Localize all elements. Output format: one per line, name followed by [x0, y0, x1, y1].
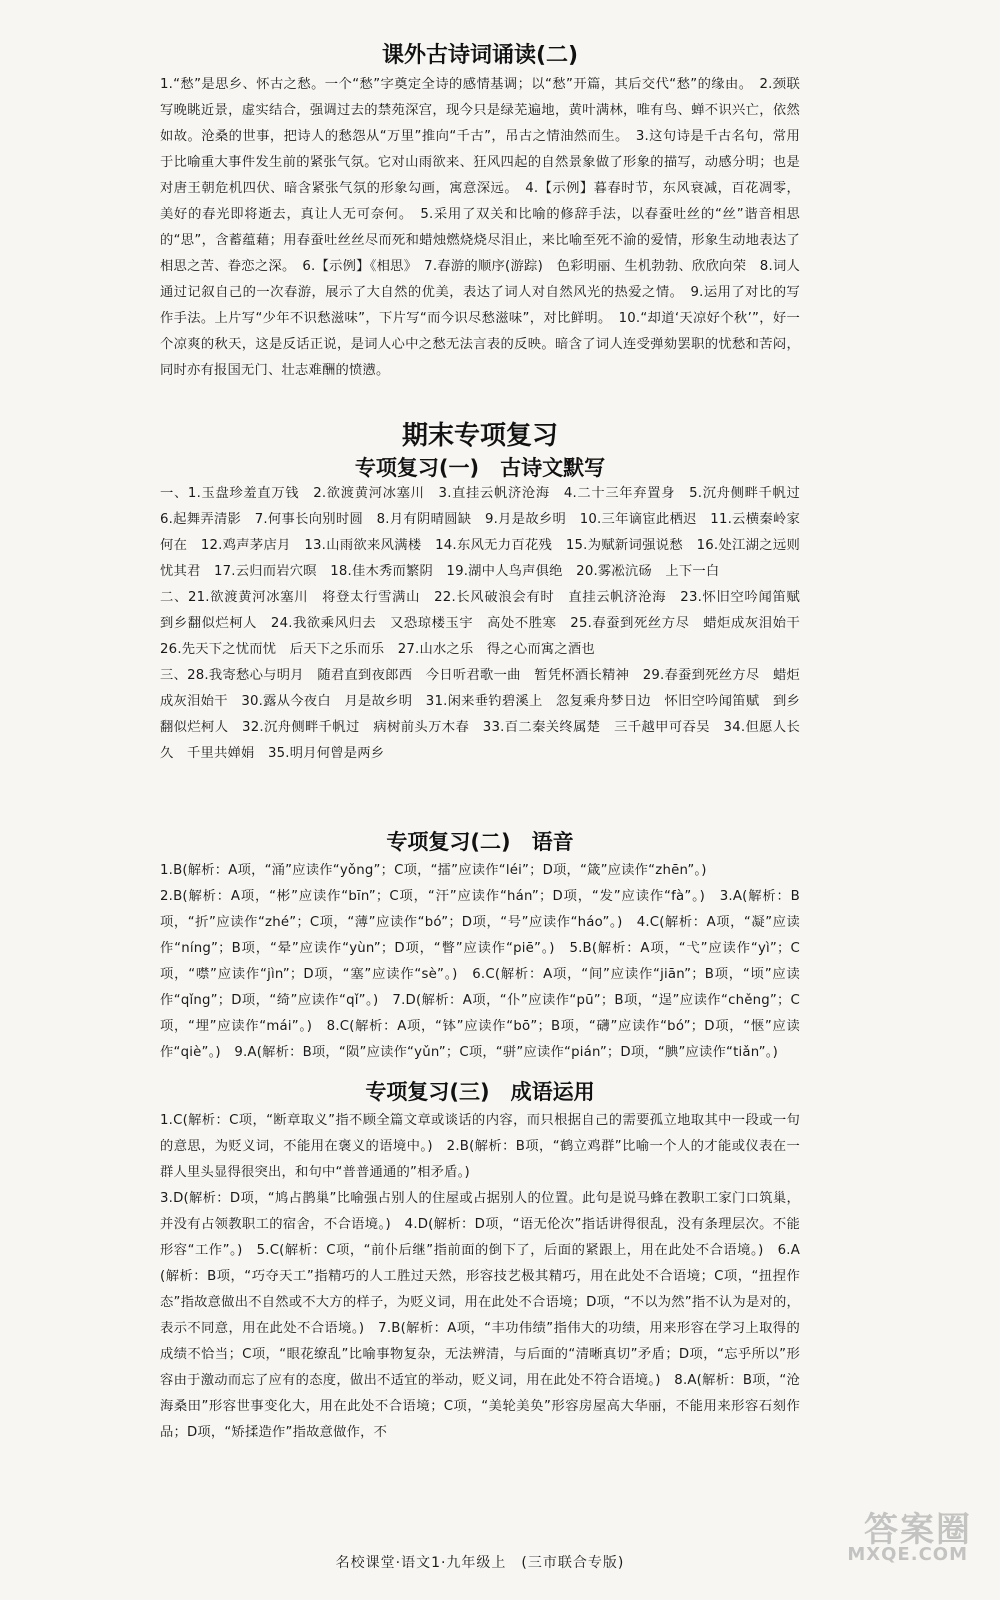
section-title-review-1: 专项复习(一) 古诗文默写 [354, 456, 606, 480]
section-title-review-3: 专项复习(三) 成语运用 [365, 1080, 595, 1104]
section-title-review-2: 专项复习(二) 语音 [386, 830, 574, 854]
section-body-review-3: 1.C(解析：C项，“断章取义”指不顾全篇文章或谈话的内容，而只根据自己的需要孤立地取其中一段或一句的意思，为贬义词，不能用在褒义的语境中。) 2.B(解析：B项，“鹤立鸡群”比喻一个人的才能或仪表在一群人里头显得很突出，和句中“普普通通的”相矛盾。) 3.D(解析：D项，“鸠占鹊巢”比喻强占别人的住屋或占据别人的位置。此句是说马蜂在教职工家门口筑巢，并没有占领教职工的宿舍，不合语境。) 4.D(解析：D项，“语无伦次”指话讲得很乱，没有条理层次。不能形容“工作”。) 5.C(解析：C项，“前仆后继”指前面的倒下了，后面的紧跟上，用在此处不合语境。) 6.A(解析：B项，“巧夺天工”指精巧的人工胜过天然，形容技艺极其精巧，用在此处不合语境；C项，“扭捏作态”指故意做出不自然或不大方的样子，为贬义词，用在此处不合语境；D项，“不以为然”指不认为是对的，表示不同意，用在此处不合语境。) 7.B(解析：A项，“丰功伟绩”指伟大的功绩，用来形容在学习上取得的成绩不恰当；C项，“眼花缭乱”比喻事物复杂，无法辨清，与后面的“清晰真切”矛盾；D项，“忘乎所以”形容由于激动而忘了应有的态度，做出不适宜的举动，贬义词，用在此处不符合语境。) 8.A(解析：B项，“沧海桑田”形容世事变化大，用在此处不合语境；C项，“美轮美奂”形容房屋高大华丽，不能用来形容石刻作品；D项，“矫揉造作”指故意做作，不 [160, 1113, 800, 1440]
section-title-poetry-reading: 课外古诗词诵读(二) [381, 43, 579, 68]
watermark-text: 答案圈 [864, 1510, 972, 1550]
section-title-final-review: 期末专项复习 [401, 421, 558, 451]
section-body-review-2: 1.B(解析：A项，“涌”应读作“yǒng”；C项，“擂”应读作“léi”；D项，“箴”应读作“zhēn”。) 2.B(解析：A项，“彬”应读作“bīn”；C项，“汗”应读作“hán”；D项，“发”应读作“fà”。) 3.A(解析：B项，“折”应读作“zhé”；C项，“薄”应读作“bó”；D项，“号”应读作“háo”。) 4.C(解析：A项，“凝”应读作“níng”；B项，“晕”应读作“yùn”；D项，“瞥”应读作“piē”。) 5.B(解析：A项，“弋”应读作“yì”；C项，“噤”应读作“jìn”；D项，“塞”应读作“sè”。) 6.C(解析：A项，“间”应读作“jiān”；B项，“顷”应读作“qǐng”；D项，“绮”应读作“qǐ”。) 7.D(解析：A项，“仆”应读作“pū”；B项，“逞”应读作“chěng”；C项，“埋”应读作“mái”。) 8.C(解析：A项，“钵”应读作“bō”；B项，“礴”应读作“bó”；D项，“惬”应读作“qiè”。) 9.A(解析：B项，“陨”应读作“yǔn”；C项，“骈”应读作“pián”；D项，“腆”应读作“tiǎn”。) [160, 863, 800, 1060]
watermark-url: MXQE.COM [847, 1544, 968, 1565]
watermark-logo [802, 1502, 972, 1572]
section-body-review-1: 一、1.玉盘珍羞直万钱 2.欲渡黄河冰塞川 3.直挂云帆济沧海 4.二十三年弃置身 5.沉舟侧畔千帆过 6.起舞弄清影 7.何事长向别时圆 8.月有阴晴圆缺 9.月是故乡明 10.三年谪宦此栖迟 11.云横秦岭家何在 12.鸡声茅店月 13.山雨欲来风满楼 14.东风无力百花残 15.为赋新词强说愁 16.处江湖之远则忧其君 17.云归而岩穴暝 18.佳木秀而繁阴 19.湖中人鸟声俱绝 20.雾凇沆砀 上下一白 二、21.欲渡黄河冰塞川 将登太行雪满山 22.长风破浪会有时 直挂云帆济沧海 23.怀旧空吟闻笛赋 到乡翻似烂柯人 24.我欲乘风归去 又恐琼楼玉宇 高处不胜寒 25.春蚕到死丝方尽 蜡炬成灰泪始干 26.先天下之忧而忧 后天下之乐而乐 27.山水之乐 得之心而寓之酒也 三、28.我寄愁心与明月 随君直到夜郎西 今日听君歌一曲 暂凭杯酒长精神 29.春蚕到死丝方尽 蜡炬成灰泪始干 30.露从今夜白 月是故乡明 31.闲来垂钓碧溪上 忽复乘舟梦日边 怀旧空吟闻笛赋 到乡翻似烂柯人 32.沉舟侧畔千帆过 病树前头万木春 33.百二秦关终属楚 三千越甲可吞吴 34.但愿人长久 千里共婵娟 35.明月何曾是两乡 [160, 486, 800, 761]
section-body-poetry-reading: 1.“愁”是思乡、怀古之愁。一个“愁”字奠定全诗的感情基调；以“愁”开篇，其后交代“愁”的缘由。 2.颈联写晚眺近景，虚实结合，强调过去的禁苑深宫，现今只是绿芜遍地，黄叶满林，唯有鸟、蝉不识兴亡，依然如故。沧桑的世事，把诗人的愁怨从“万里”推向“千古”，吊古之情油然而生。 3.这句诗是千古名句，常用于比喻重大事件发生前的紧张气氛。它对山雨欲来、狂风四起的自然景象做了形象的描写，动感分明；也是对唐王朝危机四伏、暗含紧张气氛的形象勾画，寓意深远。 4.【示例】暮春时节，东风衰减，百花凋零，美好的春光即将逝去，真让人无可奈何。 5.采用了双关和比喻的修辞手法，以春蚕吐丝的“丝”谐音相思的“思”，含蓄蕴藉；用春蚕吐丝丝尽而死和蜡烛燃烧烧尽泪止，来比喻至死不渝的爱情，形象生动地表达了相思之苦、眷恋之深。 6.【示例】《相思》 7.春游的顺序(游踪) 色彩明丽、生机勃勃、欣欣向荣 8.词人通过记叙自己的一次春游，展示了大自然的优美，表达了词人对自然风光的热爱之情。 9.运用了对比的写作手法。上片写“少年不识愁滋味”，下片写“而今识尽愁滋味”，对比鲜明。 10.“却道‘天凉好个秋’”，好一个凉爽的秋天，这是反话正说，是词人心中之愁无法言表的反映。暗含了词人连受弹劾罢职的忧愁和苦闷，同时亦有报国无门、壮志难酬的愤懑。 [160, 77, 800, 378]
page-footer: 名校课堂·语文1·九年级上 (三市联合专版) [335, 1555, 625, 1571]
